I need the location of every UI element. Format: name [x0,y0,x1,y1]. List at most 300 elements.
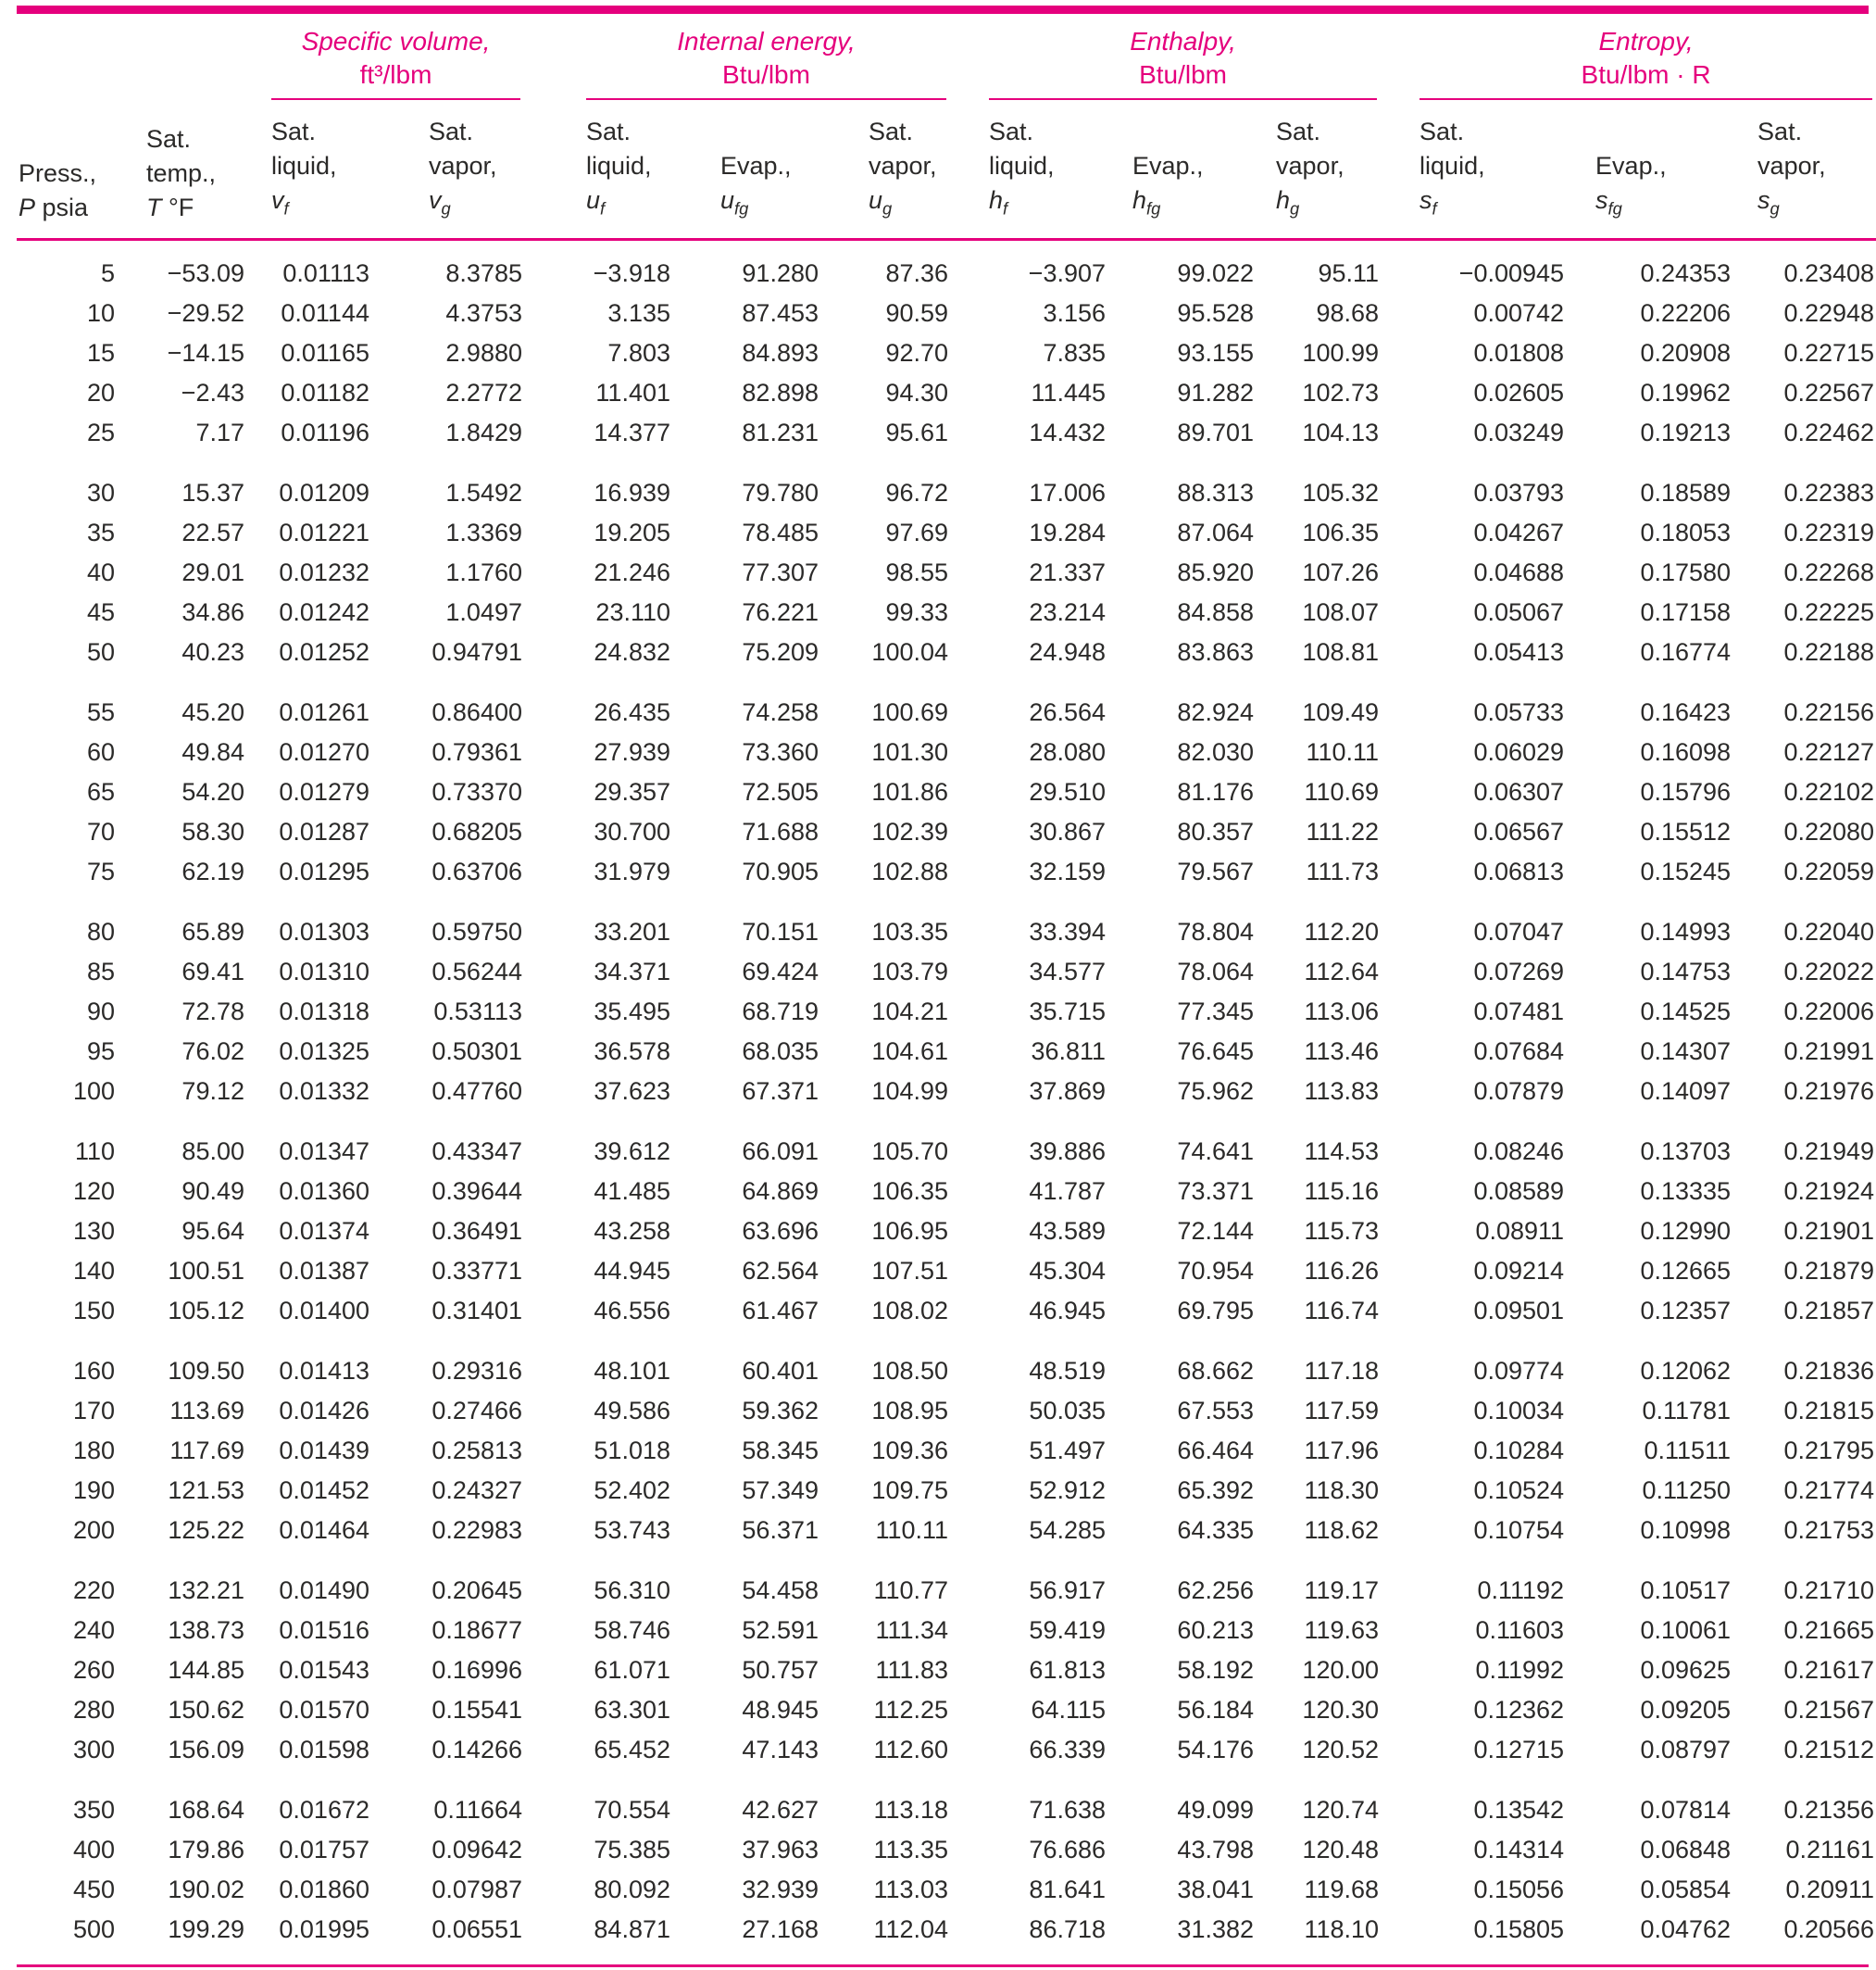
table-row [17,1511,1876,1550]
cell: 66.464 [1177,1437,1255,1465]
cell: 108.81 [1302,638,1380,667]
cell: 150.62 [168,1696,244,1725]
cell: 0.19213 [1640,419,1732,447]
cell: 117.96 [1304,1437,1380,1465]
cell: 0.04688 [1473,558,1565,587]
cell: 78.064 [1177,958,1255,986]
cell: 69.795 [1177,1297,1255,1325]
cell: 86.718 [1029,1915,1107,1944]
symbol-letter: T [146,194,162,222]
cell: 34.577 [1029,958,1107,986]
column-symbol [429,183,526,225]
group-header [526,25,952,100]
cell: 300 [72,1736,115,1764]
cell: 27.168 [742,1915,819,1944]
cell: 0.21161 [1785,1836,1875,1864]
cell: 62.19 [181,858,244,886]
cell: 107.51 [871,1257,949,1286]
symbol-subscript: f [283,198,289,219]
table-row [17,892,1876,952]
cell: 0.00742 [1473,299,1565,328]
cell: 72.505 [742,778,819,807]
cell: 67.371 [742,1077,819,1106]
cell: 58.345 [742,1437,819,1465]
cell: 55 [86,698,115,727]
cell: 0.11192 [1477,1576,1565,1605]
cell: 0.22567 [1783,379,1875,408]
symbol-subscript: f [1003,198,1008,219]
table-row [17,1291,1876,1331]
cell: 0.03793 [1473,479,1565,508]
cell: 0.22319 [1783,519,1875,547]
table-row [17,852,1876,892]
saturation-pressure-table [17,25,1876,1950]
column-header [119,100,248,240]
cell: 54.458 [742,1576,819,1605]
cell: 23.110 [595,598,670,627]
cell: 119.63 [1304,1616,1380,1645]
cell: 79.12 [181,1077,244,1106]
cell: 0.17580 [1640,558,1732,587]
cell: 71.638 [1029,1796,1107,1825]
symbol-letter: s [1757,186,1770,214]
cell: −14.15 [167,339,244,368]
cell: 51.497 [1029,1437,1107,1465]
table-row [17,1032,1876,1072]
cell: 0.01209 [279,479,369,508]
cell: 280 [72,1696,115,1725]
cell: 0.07047 [1473,918,1565,947]
cell: 11.401 [595,379,670,408]
cell: 23.214 [1029,598,1107,627]
table-row [17,992,1876,1032]
cell: 37.623 [594,1077,670,1106]
cell: 0.01490 [279,1576,369,1605]
table-header [17,25,1876,240]
table-row [17,812,1876,852]
cell: 104.21 [871,998,949,1026]
cell: 132.21 [168,1576,244,1605]
cell: 0.08589 [1473,1177,1565,1206]
cell: 0.22127 [1783,738,1875,767]
cell: 70.151 [742,918,819,947]
cell: 0.20908 [1640,339,1732,368]
group-unit: Btu/lbm · R [1581,60,1711,89]
cell: 95 [86,1037,115,1066]
cell: 65.452 [594,1736,670,1764]
column-symbol [1595,183,1734,225]
cell: 0.17158 [1640,598,1732,627]
cell: 0.01598 [279,1736,369,1764]
cell: 24.948 [1029,638,1107,667]
cell: 50.757 [742,1656,819,1685]
cell: 3.156 [1043,299,1107,328]
cell: 8.3785 [445,259,522,288]
cell: 62.564 [742,1257,819,1286]
table-row [17,294,1876,333]
cell: 105.70 [871,1137,949,1166]
cell: 89.701 [1177,419,1255,447]
cell: 0.01270 [279,738,369,767]
cell: 179.86 [168,1836,244,1864]
cell: 113.03 [873,1876,949,1904]
cell: 69.424 [742,958,819,986]
cell: 0.25813 [431,1437,522,1465]
cell: 56.917 [1029,1576,1107,1605]
cell: 88.313 [1177,479,1255,508]
cell: 0.18053 [1640,519,1732,547]
symbol-subscript: fg [734,198,749,219]
symbol-subscript: fg [1607,198,1622,219]
cell: 98.55 [885,558,949,587]
cell: 0.02605 [1473,379,1565,408]
cell: 113.69 [169,1397,244,1425]
cell: 0.05413 [1473,638,1565,667]
cell: 74.258 [742,698,819,727]
cell: 104.13 [1302,419,1380,447]
cell: 0.06567 [1473,818,1565,847]
cell: 0.01325 [279,1037,369,1066]
table-row [17,1770,1876,1830]
cell: 75.962 [1177,1077,1255,1106]
cell: 0.21795 [1783,1437,1875,1465]
cell: 78.485 [742,519,819,547]
symbol-letter: h [989,186,1004,214]
cell: 0.01374 [279,1217,369,1246]
column-header [1257,100,1382,240]
column-header [822,100,952,240]
cell: 100.99 [1302,339,1380,368]
cell: 71.688 [742,818,819,847]
column-symbol [1132,183,1257,225]
cell: 54.176 [1177,1736,1255,1764]
cell: 0.12362 [1473,1696,1565,1725]
table-row [17,1331,1876,1391]
cell: 32.159 [1029,858,1107,886]
cell: 21.337 [1029,558,1107,587]
cell: 0.06813 [1473,858,1565,886]
cell: 112.04 [873,1915,949,1944]
cell: 76.221 [742,598,819,627]
cell: 0.07684 [1473,1037,1565,1066]
table-row [17,633,1876,672]
cell: 0.22102 [1783,778,1875,807]
cell: 0.09501 [1473,1297,1565,1325]
cell: 111.34 [875,1616,949,1645]
cell: 105.12 [168,1297,244,1325]
cell: 104.61 [871,1037,949,1066]
cell: 65 [86,778,115,807]
cell: 0.01757 [279,1836,369,1864]
cell: 97.69 [885,519,949,547]
cell: 0.18589 [1640,479,1732,508]
cell: 85 [86,958,115,986]
cell: 0.68205 [431,818,522,847]
cell: 64.869 [742,1177,819,1206]
cell: 110.11 [875,1516,949,1545]
cell: 109.36 [871,1437,949,1465]
cell: 0.24353 [1640,259,1732,288]
table-row [17,240,1876,295]
column-header [248,100,373,240]
cell: 0.13703 [1640,1137,1732,1166]
cell: 0.21617 [1783,1656,1875,1685]
cell: 0.16423 [1640,698,1732,727]
cell: 0.07481 [1473,998,1565,1026]
cell: 108.07 [1302,598,1380,627]
cell: 0.21901 [1783,1217,1875,1246]
cell: 0.29316 [431,1357,522,1386]
cell: 168.64 [168,1796,244,1825]
cell: 0.01261 [279,698,369,727]
cell: 0.07814 [1640,1796,1732,1825]
cell: 120.30 [1302,1696,1380,1725]
cell: 43.589 [1029,1217,1107,1246]
cell: 0.01165 [281,339,369,368]
cell: 2.2772 [445,379,522,408]
cell: 69.41 [181,958,244,986]
group-header-box [1420,25,1872,100]
column-header [17,100,119,240]
cell: 0.22383 [1783,479,1875,508]
cell: 2.9880 [445,339,522,368]
cell: 112.64 [1304,958,1380,986]
cell: 125.22 [168,1516,244,1545]
cell: 0.10998 [1640,1516,1732,1545]
cell: 0.04267 [1473,519,1565,547]
table-row [17,1830,1876,1870]
cell: 81.231 [742,419,819,447]
group-unit: Btu/lbm [722,60,810,89]
column-header-line: Sat. [989,118,1034,145]
symbol-subscript: fg [1146,198,1161,219]
cell: 37.869 [1029,1077,1107,1106]
cell: 0.07987 [431,1876,522,1904]
cell: 0.01426 [279,1397,369,1425]
cell: 0.20911 [1785,1876,1875,1904]
cell: 79.567 [1177,858,1255,886]
cell: 0.15512 [1640,818,1732,847]
cell: 56.184 [1177,1696,1255,1725]
cell: 0.14993 [1640,918,1732,947]
symbol-unit-suffix: °F [161,194,194,222]
cell: 91.280 [742,259,819,288]
cell: 0.15056 [1473,1876,1565,1904]
cell: 90 [86,998,115,1026]
cell: 120.52 [1302,1736,1380,1764]
symbol-subscript: g [1290,198,1300,219]
cell: 0.22006 [1783,998,1875,1026]
cell: 17.006 [1029,479,1107,508]
cell: 0.01400 [279,1297,369,1325]
table-row [17,1251,1876,1291]
row-group [17,453,1876,672]
cell: 0.01242 [279,598,369,627]
cell: 62.256 [1177,1576,1255,1605]
cell: 99.022 [1177,259,1255,288]
column-header-line: liquid, [1420,152,1485,180]
column-header-line: Sat. [146,125,192,154]
cell: 220 [72,1576,115,1605]
cell: 0.06848 [1640,1836,1732,1864]
cell: 0.08246 [1473,1137,1565,1166]
cell: 0.07269 [1473,958,1565,986]
table-row [17,672,1876,733]
cell: 113.46 [1304,1037,1380,1066]
cell: 0.16996 [431,1656,522,1685]
cell: 0.10754 [1473,1516,1565,1545]
cell: 119.68 [1304,1876,1380,1904]
cell: −29.52 [167,299,244,328]
cell: 0.31401 [431,1297,522,1325]
cell: 56.310 [594,1576,670,1605]
cell: 90.59 [885,299,949,328]
cell: 0.94791 [431,638,522,667]
column-symbol [1420,183,1568,225]
table-row [17,553,1876,593]
cell: 46.945 [1029,1297,1107,1325]
cell: 98.68 [1316,299,1380,328]
cell: 0.08911 [1475,1217,1565,1246]
cell: 0.01221 [279,519,369,547]
cell: 110.11 [1306,738,1380,767]
cell: 0.01860 [279,1876,369,1904]
symbol-letter: s [1595,186,1608,214]
cell: 0.14753 [1640,958,1732,986]
column-symbol [586,183,674,225]
cell: 91.282 [1177,379,1255,408]
cell: 0.15245 [1640,858,1732,886]
column-header-line: Evap., [1595,152,1667,180]
cell: 53.743 [594,1516,670,1545]
cell: 121.53 [168,1476,244,1505]
cell: 110.77 [873,1576,949,1605]
group-header [1382,25,1876,100]
group-header-box [989,25,1377,100]
cell: 70.554 [594,1796,670,1825]
group-unit: ft³/lbm [359,60,432,89]
column-header [1382,100,1568,240]
cell: 79.780 [742,479,819,508]
cell: 33.394 [1029,918,1107,947]
group-title: Enthalpy, [1130,27,1236,56]
cell: 0.06307 [1473,778,1565,807]
column-symbol [989,183,1109,225]
group-unit: Btu/lbm [1139,60,1227,89]
cell: 113.35 [873,1836,949,1864]
cell: 41.485 [594,1177,670,1206]
cell: 0.22040 [1783,918,1875,947]
table-row [17,1471,1876,1511]
cell: 20 [86,379,115,408]
cell: 47.143 [742,1736,819,1764]
cell: 72.78 [181,998,244,1026]
cell: 0.09214 [1473,1257,1565,1286]
column-header-line: vapor, [429,152,497,180]
cell: 102.88 [871,858,949,886]
cell: 90.49 [181,1177,244,1206]
cell: 0.10034 [1473,1397,1565,1425]
table-row [17,373,1876,413]
cell: 100 [72,1077,115,1106]
cell: 87.453 [742,299,819,328]
cell: 0.24327 [431,1476,522,1505]
cell: 0.27466 [431,1397,522,1425]
cell: 0.01516 [279,1616,369,1645]
column-header [1109,100,1257,240]
table-row [17,1690,1876,1730]
cell: −0.00945 [1458,259,1565,288]
table-row [17,1431,1876,1471]
cell: 120.00 [1302,1656,1380,1685]
cell: 118.10 [1304,1915,1380,1944]
cell: 0.12665 [1640,1257,1732,1286]
column-header-line: Sat. [869,118,914,145]
cell: 80.357 [1177,818,1255,847]
cell: 95.64 [181,1217,244,1246]
cell: 0.01672 [279,1796,369,1825]
cell: 59.419 [1029,1616,1107,1645]
cell: 1.1760 [445,558,522,587]
cell: 0.18677 [431,1616,522,1645]
cell: 36.811 [1031,1037,1107,1066]
cell: 34.371 [594,958,670,986]
cell: 94.30 [885,379,949,408]
cell: 0.86400 [431,698,522,727]
cell: 0.06029 [1473,738,1565,767]
row-group [17,672,1876,892]
cell: 112.60 [873,1736,949,1764]
cell: 0.01452 [279,1476,369,1505]
cell: 75.385 [594,1836,670,1864]
cell: 70.954 [1177,1257,1255,1286]
cell: 29.01 [181,558,244,587]
cell: 0.01279 [279,778,369,807]
cell: 0.06551 [431,1915,522,1944]
cell: 0.09774 [1473,1357,1565,1386]
cell: 19.205 [594,519,670,547]
cell: 240 [72,1616,115,1645]
cell: 95.61 [885,419,949,447]
cell: 0.07879 [1473,1077,1565,1106]
cell: 0.21976 [1783,1077,1875,1106]
cell: 0.04762 [1640,1915,1732,1944]
cell: 50 [86,638,115,667]
cell: 24.832 [594,638,670,667]
symbol-subscript: g [882,198,893,219]
column-symbol [146,191,248,225]
cell: 84.871 [594,1915,670,1944]
cell: 500 [72,1915,115,1944]
cell: 112.20 [1304,918,1380,947]
cell: 0.22022 [1783,958,1875,986]
cell: 112.25 [873,1696,949,1725]
cell: 113.18 [873,1796,949,1825]
cell: 0.21991 [1783,1037,1875,1066]
cell: 77.307 [742,558,819,587]
table-row [17,1650,1876,1690]
cell: 103.79 [871,958,949,986]
cell: 68.662 [1177,1357,1255,1386]
column-symbol [271,183,373,225]
cell: 96.72 [885,479,949,508]
cell: 0.15796 [1640,778,1732,807]
group-title: Internal energy, [677,27,856,56]
column-header-line: Evap., [720,152,792,180]
table-row [17,1870,1876,1910]
cell: 0.14525 [1640,998,1732,1026]
cell: 180 [72,1437,115,1465]
